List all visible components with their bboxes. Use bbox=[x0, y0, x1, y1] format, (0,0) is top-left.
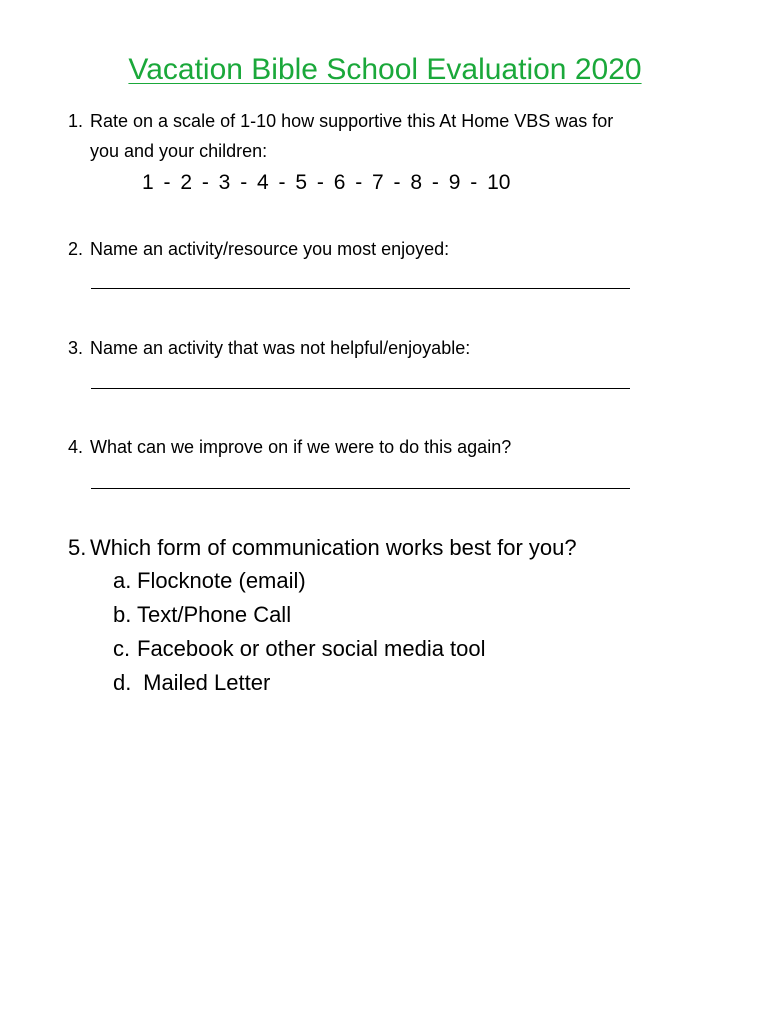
option-a-label: Flocknote (email) bbox=[137, 568, 306, 593]
question-1 bbox=[68, 110, 613, 132]
question-5-text: Which form of communication works best for you? bbox=[90, 535, 577, 560]
question-1-text-line2: you and your children: bbox=[90, 141, 268, 161]
question-3 bbox=[68, 337, 470, 359]
question-2-text: Name an activity/resource you most enjoyed: bbox=[90, 239, 450, 259]
question-4 bbox=[68, 436, 511, 458]
option-a[interactable] bbox=[113, 567, 306, 595]
option-d[interactable] bbox=[113, 669, 270, 697]
question-2 bbox=[68, 238, 449, 260]
option-c[interactable] bbox=[113, 635, 486, 663]
question-4-text: What can we improve on if we were to do this again? bbox=[90, 437, 512, 457]
option-d-label: Mailed Letter bbox=[137, 670, 271, 695]
option-c-letter: c. bbox=[113, 636, 131, 661]
page-title: Vacation Bible School Evaluation 2020 bbox=[128, 53, 642, 86]
question-4-number: 4. bbox=[68, 437, 84, 457]
rating-scale: 1 - 2 - 3 - 4 - 5 - 6 - 7 - 8 - 9 - 10 bbox=[142, 171, 511, 194]
option-c-label: Facebook or other social media tool bbox=[137, 636, 486, 661]
answer-line-4[interactable] bbox=[91, 488, 630, 489]
question-3-text: Name an activity that was not helpful/enjoyable: bbox=[90, 338, 471, 358]
option-d-letter: d. bbox=[113, 670, 132, 695]
question-5 bbox=[68, 534, 577, 562]
question-1-number: 1. bbox=[68, 111, 84, 131]
option-b[interactable] bbox=[113, 601, 291, 629]
answer-line-3[interactable] bbox=[91, 388, 630, 389]
option-b-letter: b. bbox=[113, 602, 132, 627]
question-2-number: 2. bbox=[68, 239, 84, 259]
option-a-letter: a. bbox=[113, 568, 132, 593]
question-5-number: 5. bbox=[68, 535, 87, 560]
option-b-label: Text/Phone Call bbox=[137, 602, 292, 627]
question-3-number: 3. bbox=[68, 338, 84, 358]
answer-line-2[interactable] bbox=[91, 288, 630, 289]
question-1-text-line1: Rate on a scale of 1-10 how supportive this At Home VBS was for bbox=[90, 111, 614, 131]
